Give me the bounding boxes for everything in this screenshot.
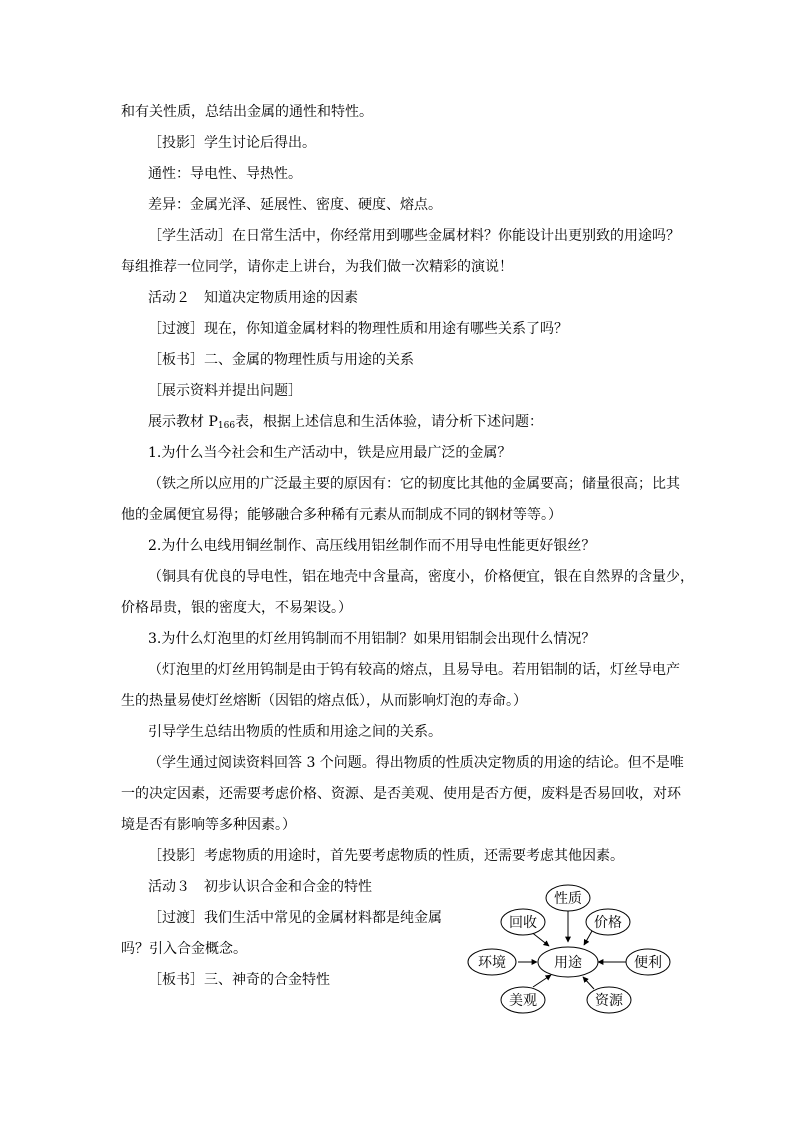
text-line-6: 每组推荐一位同学，请你走上讲台，为我们做一次精彩的演说！ [121,259,513,275]
page-number-subscript: 166 [217,421,236,431]
text-line-18: 3.为什么灯泡里的灯丝用钨制而不用铝制？如果用铝制会出现什么情况？ [148,631,596,647]
text-line-17: 价格昂贵，银的密度大，不易架设。） [121,600,352,616]
text-line-15: 2.为什么电线用铜丝制作、高压线用铝丝制作而不用导电性能更好银丝？ [148,538,596,554]
text-line-8: ［过渡］现在，你知道金属材料的物理性质和用途有哪些关系了吗？ [148,321,568,337]
text-line-28: 吗？引入合金概念。 [121,941,247,957]
text-line-20: 生的热量易使灯丝熔断（因铝的熔点低），从而影响灯泡的寿命。） [121,693,527,709]
node-bianli-label: 便利 [634,955,662,971]
text-line-9: ［板书］二、金属的物理性质与用途的关系 [148,352,414,368]
node-xingzhi-label: 性质 [554,891,582,907]
node-ziyuan-label: 资源 [595,993,623,1009]
arrow-from-meiguan [533,975,551,987]
node-huishou-label: 回收 [509,915,537,931]
text-line-5: ［学生活动］在日常生活中，你经常用到哪些金属材料？你能设计出更别致的用途吗？ [148,228,680,244]
center-node-label: 用途 [554,955,582,971]
text-line-22: （学生通过阅读资料回答 3 个问题。得出物质的性质决定物质的用途的结论。但不是唯 [148,755,684,771]
text-line-11-pre: 展示教材 P [148,414,218,430]
text-line-26: 活动３ 初步认识合金和合金的特性 [148,879,372,895]
text-line-12: 1.为什么当今社会和生产活动中，铁是应用最广泛的金属？ [148,445,512,461]
text-line-10: ［展示资料并提出问题］ [148,383,302,399]
text-line-16: （铜具有优良的导电性，铝在地壳中含量高，密度小，价格便宜，银在自然界的含量少， [148,569,694,585]
text-line-27: ［过渡］我们生活中常见的金属材料都是纯金属 [148,910,442,926]
text-line-3: 通性：导电性、导热性。 [148,166,302,182]
text-line-4: 差异：金属光泽、延展性、密度、硬度、熔点。 [148,197,442,213]
arrow-from-jiage [584,931,592,945]
text-line-14: 他的金属便宜易得；能够融合多种稀有元素从而制成不同的钢材等等。） [121,507,562,523]
text-line-11 [148,413,543,435]
text-line-24: 境是否有影响等多种因素。） [121,817,296,833]
text-line-19: （灯泡里的灯丝用钨制是由于钨有较高的熔点，且易导电。若用铝制的话，灯丝导电产 [148,662,680,678]
text-line-29: ［板书］三、神奇的合金特性 [148,972,330,988]
text-line-2: ［投影］学生讨论后得出。 [148,135,316,151]
text-line-23: 一的决定因素，还需要考虑价格、资源、是否美观、使用是否方便，废料是否易回收，对环 [121,786,681,802]
node-jiage-label: 价格 [594,915,622,931]
arrow-from-ziyuan [583,977,594,989]
node-huanjing-label: 环境 [478,955,506,971]
text-line-21: 引导学生总结出物质的性质和用途之间的关系。 [148,724,442,740]
text-line-7: 活动２ 知道决定物质用途的因素 [148,290,358,306]
node-meiguan-label: 美观 [509,993,537,1009]
text-line-13: （铁之所以应用的广泛最主要的原因有：它的韧度比其他的金属要高；储量很高；比其 [148,476,680,492]
usage-factors-diagram [462,880,712,1020]
text-line-11-post: 表，根据上述信息和生活体验，请分析下述问题： [235,414,544,430]
text-line-1: 和有关性质，总结出金属的通性和特性。 [121,104,373,120]
text-line-25: ［投影］考虑物质的用途时，首先要考虑物质的性质，还需要考虑其他因素。 [148,848,624,864]
